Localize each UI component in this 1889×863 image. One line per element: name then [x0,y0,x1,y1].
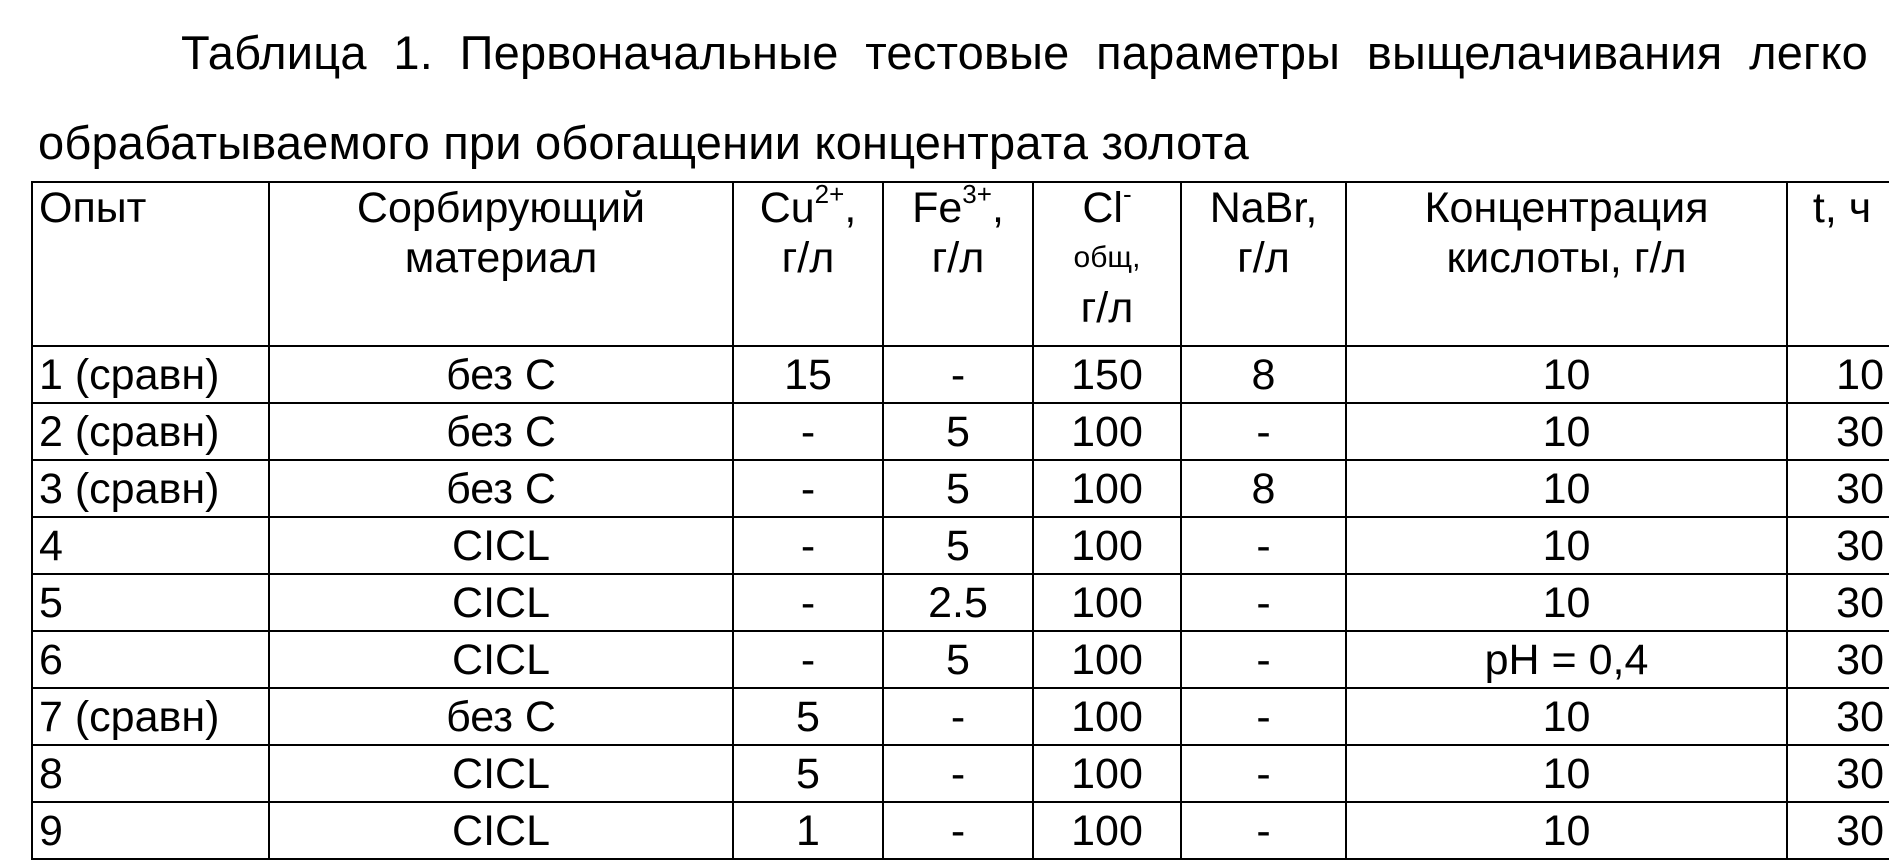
cell-nabr: - [1181,574,1346,631]
table-row [32,631,1889,688]
cell-material: без С [269,403,733,460]
cell-cu: - [733,460,883,517]
table-header-row [32,182,1889,346]
header-acid-line1: Концентрация [1424,184,1709,232]
header-experiment [32,182,269,346]
cell-fe: 5 [883,403,1033,460]
cell-acid: 10 [1346,802,1787,859]
cell-material: CICL [269,802,733,859]
cell-nabr: - [1181,517,1346,574]
cell-material: без С [269,346,733,403]
cell-experiment: 6 [32,631,269,688]
cell-cu: 1 [733,802,883,859]
table-caption: Таблица 1. Первоначальные тестовые параметры выщелачивания легко обрабатываемого при обогащении концентрата золота [38,26,1868,169]
cell-fe: - [883,346,1033,403]
cell-cl: 100 [1033,631,1181,688]
header-fe-comma: , [991,184,1004,232]
cell-acid: 10 [1346,403,1787,460]
cell-cl: 100 [1033,802,1181,859]
cell-cu: - [733,517,883,574]
cell-experiment: 4 [32,517,269,574]
cell-material: CICL [269,745,733,802]
table-row [32,460,1889,517]
header-time [1787,182,1889,346]
cell-nabr: - [1181,403,1346,460]
cell-nabr: - [1181,631,1346,688]
cell-time: 10 [1787,346,1889,403]
header-material-line1: Сорбирующий [356,184,646,232]
header-cu-unit: г/л [781,234,835,282]
header-nabr-unit: г/л [1237,234,1290,282]
cell-material: CICL [269,574,733,631]
cell-cu: 5 [733,688,883,745]
header-fe-unit: г/л [931,234,985,282]
cell-cu: - [733,574,883,631]
cell-cu: 5 [733,745,883,802]
header-cu-sup: 2+ [814,178,845,209]
table-row [32,688,1889,745]
cell-acid: 10 [1346,745,1787,802]
cell-experiment: 2 (сравн) [32,403,269,460]
cell-time: 30 [1787,403,1889,460]
header-cu-base: Cu [759,184,815,232]
table-row [32,574,1889,631]
cell-time: 30 [1787,460,1889,517]
table-row [32,403,1889,460]
cell-experiment: 5 [32,574,269,631]
cell-cl: 100 [1033,688,1181,745]
table-row [32,802,1889,859]
cell-cl: 100 [1033,745,1181,802]
cell-time: 30 [1787,745,1889,802]
cell-cl: 100 [1033,517,1181,574]
header-fe-base: Fe [912,184,963,232]
header-nabr-label: NaBr, [1209,184,1318,232]
cell-acid: 10 [1346,346,1787,403]
header-cu [733,178,883,346]
cell-acid: 10 [1346,460,1787,517]
cell-material: CICL [269,517,733,574]
cell-material: CICL [269,631,733,688]
cell-material: без С [269,460,733,517]
header-fe-sup: 3+ [962,178,992,209]
cell-acid: 10 [1346,517,1787,574]
cell-experiment: 3 (сравн) [32,460,269,517]
header-cl-sup: - [1122,178,1132,209]
cell-fe: - [883,688,1033,745]
cell-time: 30 [1787,574,1889,631]
cell-nabr: 8 [1181,460,1346,517]
cell-cu: 15 [733,346,883,403]
cell-time: 30 [1787,517,1889,574]
header-acid-line2: кислоты, г/л [1446,234,1687,282]
table-row [32,517,1889,574]
cell-nabr: - [1181,745,1346,802]
leaching-parameters-table [31,178,1889,860]
cell-fe: 2.5 [883,574,1033,631]
cell-nabr: - [1181,802,1346,859]
cell-cl: 150 [1033,346,1181,403]
cell-time: 30 [1787,802,1889,859]
header-fe [883,178,1033,346]
table-row [32,745,1889,802]
cell-acid: 10 [1346,688,1787,745]
cell-cl: 100 [1033,460,1181,517]
cell-cu: - [733,631,883,688]
header-experiment-label: Опыт [39,184,147,232]
table-row [32,346,1889,403]
header-material [269,182,733,346]
cell-fe: 5 [883,631,1033,688]
header-cl-unit: г/л [1080,284,1134,332]
cell-time: 30 [1787,688,1889,745]
cell-fe: - [883,745,1033,802]
cell-cu: - [733,403,883,460]
header-material-line2: материал [404,234,598,282]
cell-material: без С [269,688,733,745]
cell-experiment: 7 (сравн) [32,688,269,745]
cell-cl: 100 [1033,574,1181,631]
header-nabr [1181,182,1346,346]
cell-experiment: 8 [32,745,269,802]
cell-nabr: - [1181,688,1346,745]
header-cu-comma: , [844,184,857,232]
header-cl [1033,178,1181,346]
cell-acid: 10 [1346,574,1787,631]
cell-fe: 5 [883,517,1033,574]
cell-experiment: 1 (сравн) [32,346,269,403]
header-cl-base: Cl [1082,184,1123,232]
cell-time: 30 [1787,631,1889,688]
header-time-label: t, ч [1812,184,1872,232]
cell-experiment: 9 [32,802,269,859]
cell-fe: - [883,802,1033,859]
cell-nabr: 8 [1181,346,1346,403]
header-acid [1346,182,1787,346]
cell-cl: 100 [1033,403,1181,460]
cell-acid: pH = 0,4 [1346,631,1787,688]
header-cl-sub: общ, [1073,241,1141,274]
cell-fe: 5 [883,460,1033,517]
